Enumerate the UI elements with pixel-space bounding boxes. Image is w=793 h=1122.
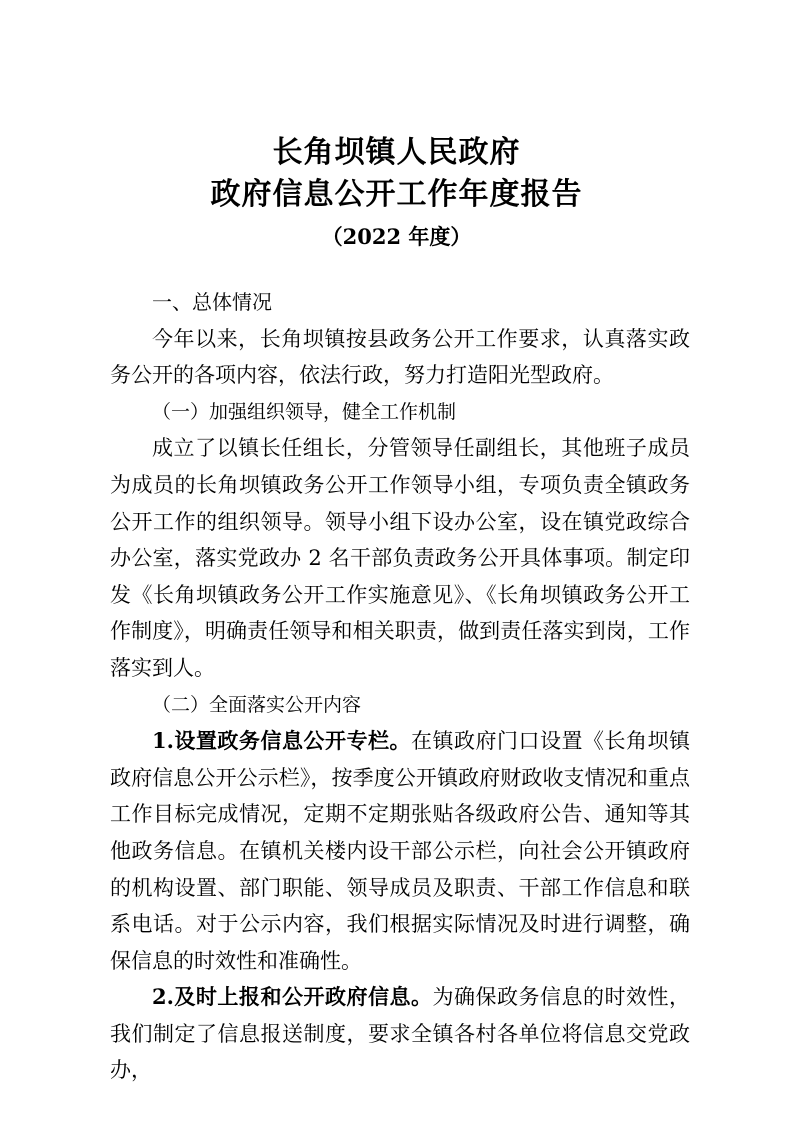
item-1-paragraph <box>110 723 690 979</box>
report-year: （2022 年度） <box>321 224 472 249</box>
section-heading-overview: 一、总体情况 <box>152 290 272 314</box>
item-2-lead: 2.及时上报和公开政府信息。 <box>152 984 433 1010</box>
item-1-text: 在镇政府门口设置《长角坝镇政府信息公开公示栏》，按季度公开镇政府财政收支情况和重点工作目标完成情况，定期不定期张贴各级政府公告、通知等其他政务信息。在镇机关楼内设干部公示栏，向社会公开镇政府的机构设置、部门职能、领导成员及职责、干部工作信息和联系电话。对于公示内容，我们根据实际情况及时进行调整，确保信息的时效性和准确性。 <box>110 729 691 973</box>
document-title-line-1: 长角坝镇人民政府 <box>272 135 521 170</box>
organization-paragraph: 成立了以镇长任组长，分管领导任副组长，其他班子成员为成员的长角坝镇政务公开工作领导小组，专项负责全镇政务公开工作的组织领导。领导小组下设办公室，设在镇党政综合办公室，落实党政办 2 名干部负责政务公开具体事项。制定印发《长角坝镇政务公开工作实施意见》、《长角坝镇政务公开工作制度》，明确责任领导和相关职责，做到责任落实到岗，工作落实到人。 <box>110 436 690 680</box>
overview-paragraph: 今年以来，长角坝镇按县政务公开工作要求，认真落实政务公开的各项内容，依法行政，努力打造阳光型政府。 <box>110 326 690 388</box>
title-block <box>0 132 793 252</box>
document-body <box>110 284 690 1089</box>
subsection-heading-content: （二）全面落实公开内容 <box>152 693 362 716</box>
document-title-line-2: 政府信息公开工作年度报告 <box>210 177 583 212</box>
subsection-heading-organization: （一）加强组织领导，健全工作机制 <box>152 400 457 423</box>
item-2-paragraph <box>110 979 690 1089</box>
item-2-text: 为确保政务信息的时效性，我们制定了信息报送制度，要求全镇各村各单位将信息交党政办， <box>110 985 691 1083</box>
item-1-lead: 1.设置政务信息公开专栏。 <box>152 728 411 754</box>
